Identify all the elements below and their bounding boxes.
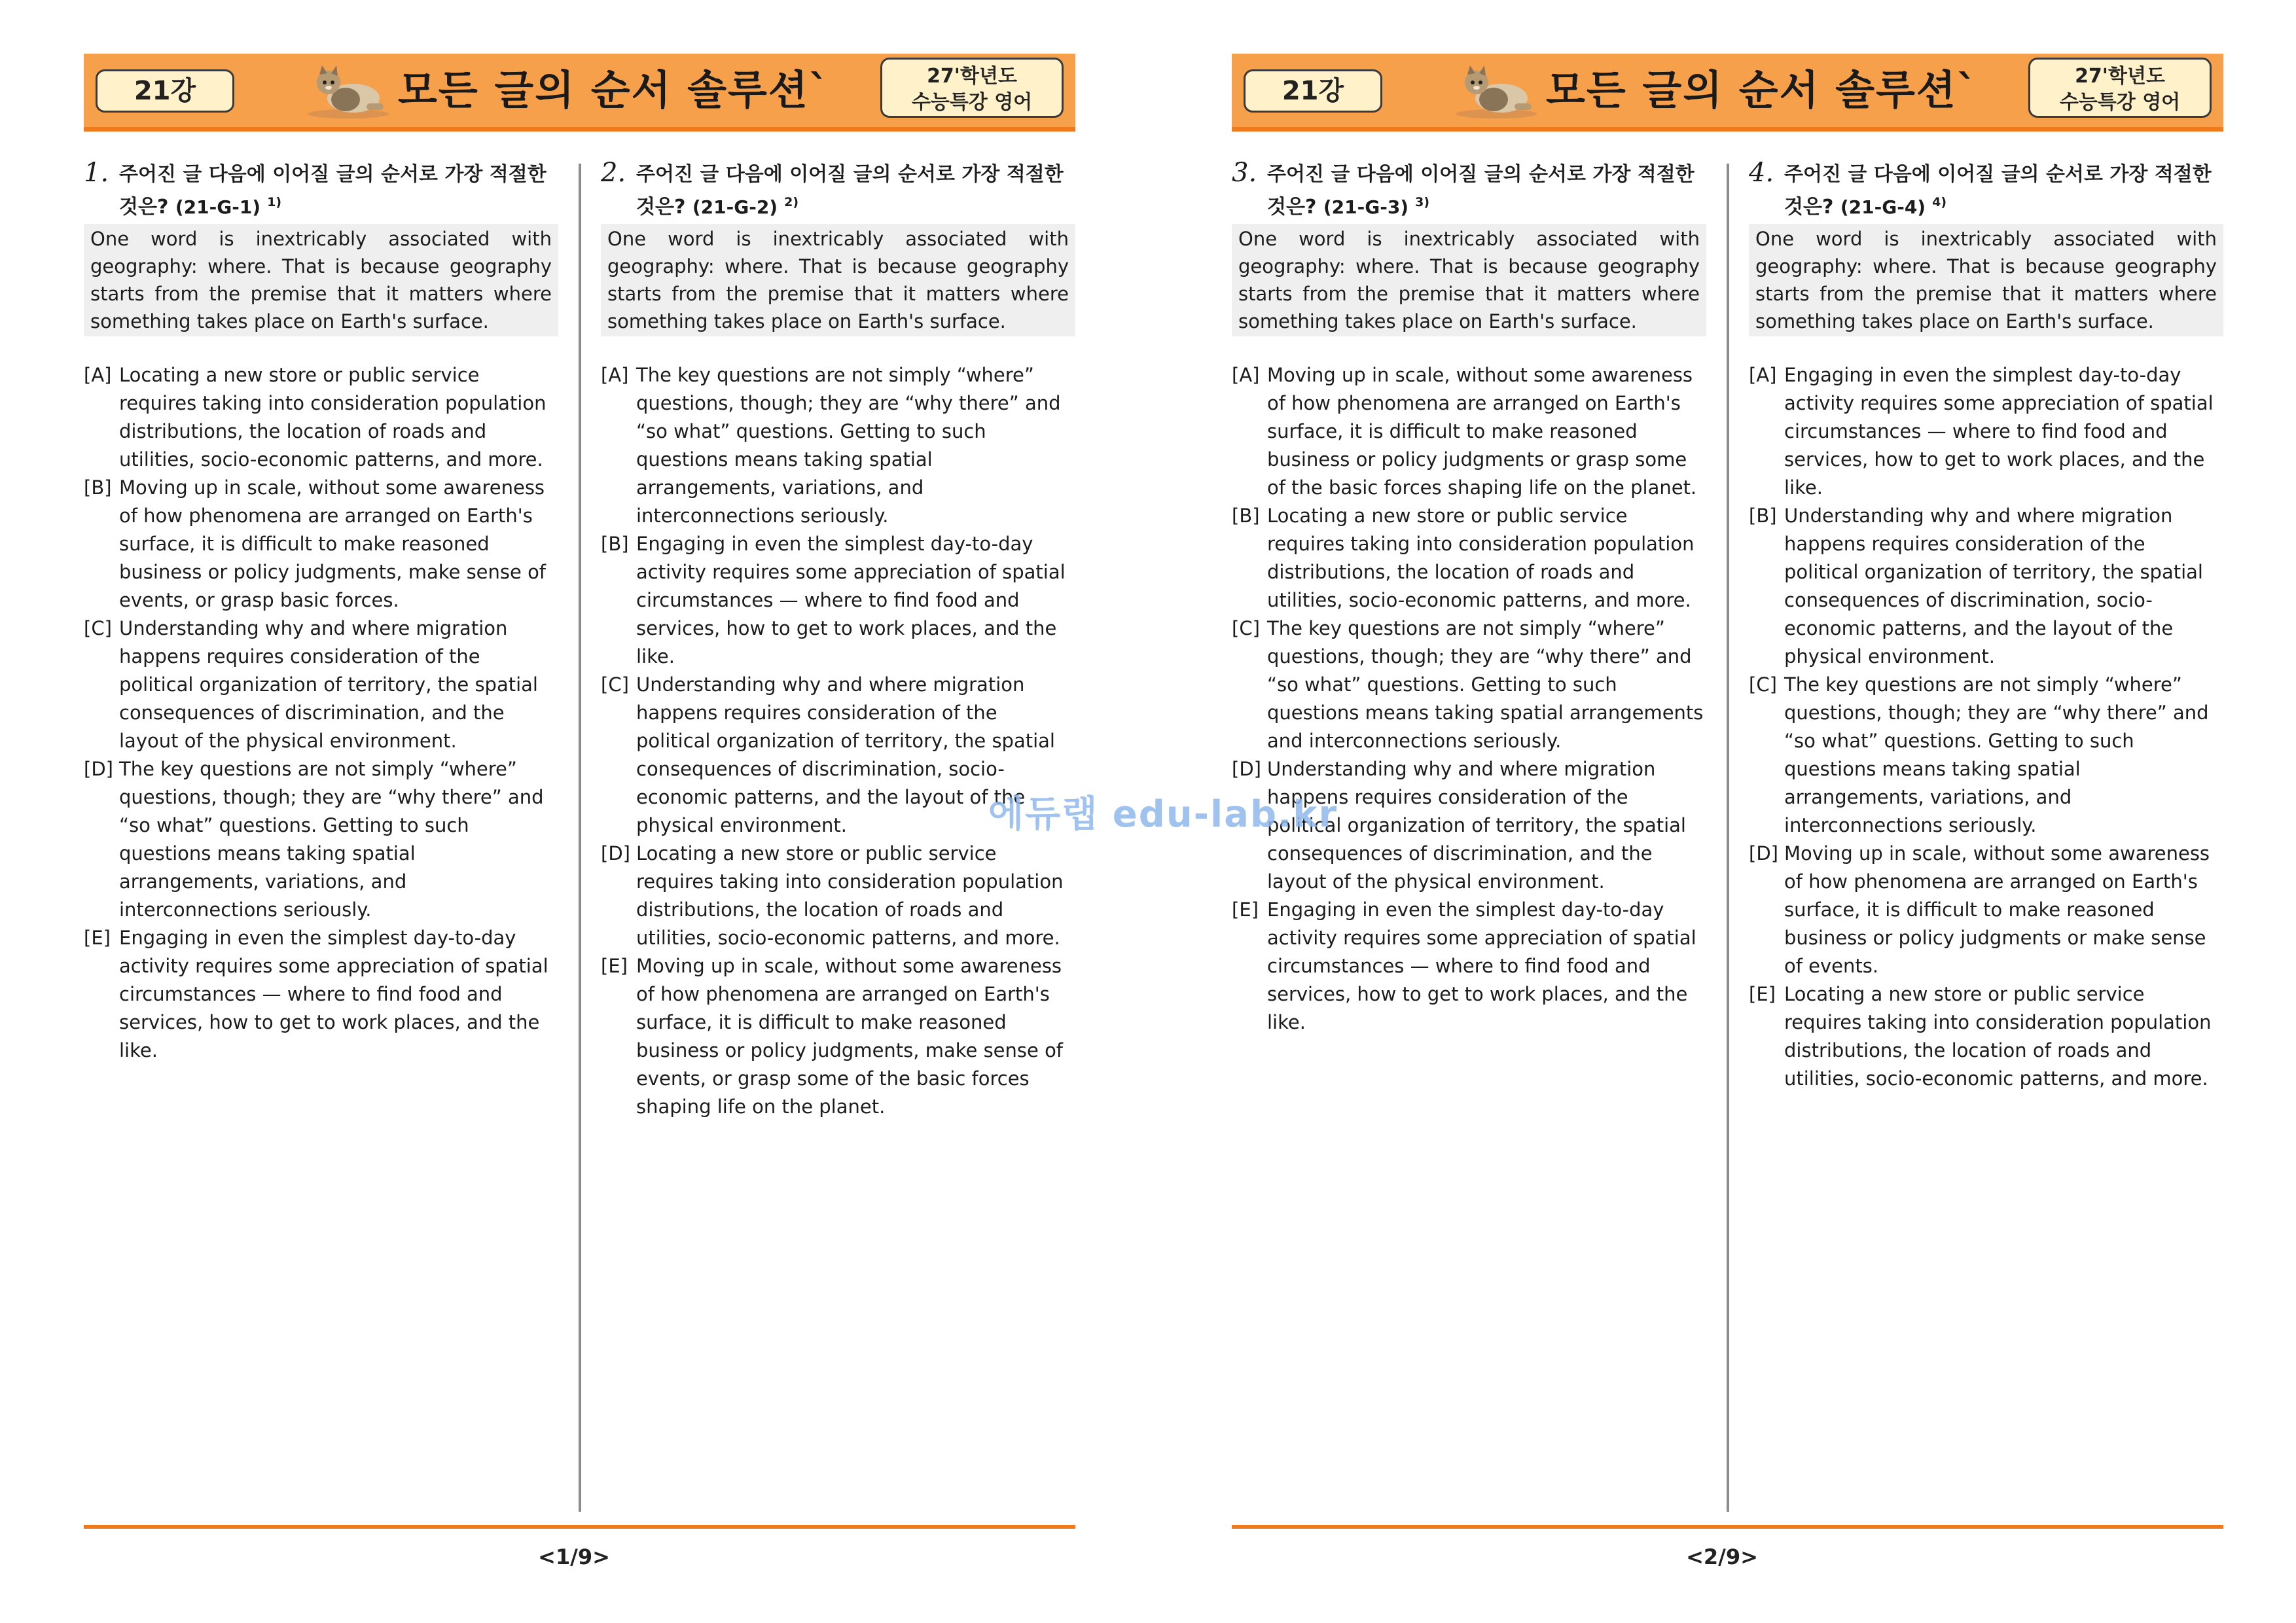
year-label: 27'학년도: [2075, 65, 2165, 88]
question-prompt: [84, 160, 558, 221]
option-text: Understanding why and where migration happens requires consideration of the political organization of territory, the spatial consequences of discrimination, and the layout of the physical environment.: [119, 617, 538, 752]
column-divider: [579, 164, 581, 1512]
option-item: [1749, 840, 2223, 980]
option-text: Moving up in scale, without some awareness of how phenomena are arranged on Earth's surface, it is difficult to make reasoned business or policy judgments or make sense of events.: [1784, 842, 2210, 977]
option-text: The key questions are not simply “where” questions, though; they are “why there” and “so what” questions. Getting to such questions means taking spatial arrangements, variations, and interconnections seriously.: [1784, 673, 2209, 836]
lesson-label: 21강: [1244, 69, 1382, 113]
option-letter: [D]: [1749, 842, 1778, 865]
year-badge: [880, 58, 1064, 118]
cat-illustration-icon: [1450, 60, 1542, 119]
page-header: [84, 54, 1075, 132]
option-letter: [A]: [601, 364, 629, 386]
option-item: [601, 361, 1075, 530]
option-text: Locating a new store or public service requires taking into consideration population distributions, the location of roads and utilities, socio-economic patterns, and more.: [1784, 983, 2212, 1090]
option-item: [601, 530, 1075, 671]
given-passage: One word is inextricably associated with geography: where. That is because geography starts from the premise that it matters where something takes place on Earth's surface.: [601, 224, 1075, 336]
page-number: <2/9>: [1686, 1544, 1758, 1569]
question-4: [1749, 160, 2223, 1093]
question-number: 3.: [1232, 158, 1257, 188]
page-number: <1/9>: [538, 1544, 610, 1569]
option-list: [1232, 361, 1706, 1037]
option-text: Engaging in even the simplest day-to-day activity requires some appreciation of spatial circumstances — where to find food and services, how to get to work places, and the like.: [1784, 364, 2214, 499]
option-text: The key questions are not simply “where” questions, though; they are “why there” and “so what” questions. Getting to such questions means taking spatial arrangements, variations, and interconnections seriously.: [636, 364, 1061, 527]
given-passage: One word is inextricably associated with geography: where. That is because geography starts from the premise that it matters where something takes place on Earth's surface.: [1749, 224, 2223, 336]
option-item: [84, 924, 558, 1065]
option-letter: [E]: [84, 927, 111, 949]
footnote-marker: 2): [784, 195, 798, 209]
option-item: [84, 755, 558, 924]
option-text: Locating a new store or public service requires taking into consideration population distributions, the location of roads and utilities, socio-economic patterns, and more.: [1267, 505, 1695, 611]
question-number: 1.: [84, 158, 109, 188]
option-item: [601, 952, 1075, 1121]
option-letter: [E]: [1749, 983, 1776, 1005]
option-text: The key questions are not simply “where” questions, though; they are “why there” and “so what” questions. Getting to such questions means taking spatial arrangements and interconnections seriously.: [1267, 617, 1704, 752]
question-text: 주어진 글 다음에 이어질 글의 순서로 가장 적절한 것은?: [1267, 163, 1695, 219]
year-label: 27'학년도: [927, 65, 1017, 88]
option-text: Understanding why and where migration happens requires consideration of the political organization of territory, the spatial consequences of discrimination, socio-economic patterns, and the layout of the physical environment.: [636, 673, 1055, 836]
column-divider: [1727, 164, 1729, 1512]
option-letter: [B]: [84, 476, 112, 499]
question-ref: (21-G-1): [175, 196, 261, 218]
option-letter: [D]: [1232, 758, 1261, 780]
course-label: 수능특강 영어: [2059, 91, 2181, 114]
option-text: Locating a new store or public service requires taking into consideration population distributions, the location of roads and utilities, socio-economic patterns, and more.: [119, 364, 547, 471]
question-3: [1232, 160, 1706, 1037]
option-text: Engaging in even the simplest day-to-day activity requires some appreciation of spatial circumstances — where to find food and services, how to get to work places, and the like.: [119, 927, 548, 1061]
worksheet-title: 모든 글의 순서 솔루션`: [398, 66, 831, 114]
option-text: Moving up in scale, without some awareness of how phenomena are arranged on Earth's surface, it is difficult to make reasoned business or policy judgments, make sense of events, or grasp basic forces.: [119, 476, 547, 611]
option-letter: [A]: [84, 364, 112, 386]
page-header: [1232, 54, 2223, 132]
option-letter: [C]: [601, 673, 629, 696]
option-item: [1749, 671, 2223, 840]
option-item: [1232, 361, 1706, 502]
question-ref: (21-G-3): [1323, 196, 1409, 218]
option-letter: [B]: [1232, 505, 1260, 527]
question-1: [84, 160, 558, 1065]
question-text: 주어진 글 다음에 이어질 글의 순서로 가장 적절한 것은?: [119, 163, 547, 219]
option-item: [601, 840, 1075, 952]
question-number: 4.: [1749, 158, 1774, 188]
option-text: The key questions are not simply “where” questions, though; they are “why there” and “so what” questions. Getting to such questions means taking spatial arrangements, variations, and interconnections seriously.: [119, 758, 544, 921]
option-item: [84, 615, 558, 755]
question-2: [601, 160, 1075, 1121]
option-letter: [E]: [601, 955, 628, 977]
option-item: [1749, 502, 2223, 671]
option-letter: [B]: [601, 533, 629, 555]
option-item: [84, 474, 558, 615]
option-text: Understanding why and where migration happens requires consideration of the political organization of territory, the spatial consequences of discrimination, and the layout of the physical environment.: [1267, 758, 1686, 893]
option-letter: [B]: [1749, 505, 1777, 527]
option-letter: [A]: [1749, 364, 1777, 386]
question-prompt: [1749, 160, 2223, 221]
question-ref: (21-G-4): [1840, 196, 1926, 218]
option-item: [84, 361, 558, 474]
option-text: Locating a new store or public service requires taking into consideration population distributions, the location of roads and utilities, socio-economic patterns, and more.: [636, 842, 1064, 949]
option-text: Moving up in scale, without some awareness of how phenomena are arranged on Earth's surface, it is difficult to make reasoned business or policy judgments or grasp some of the basic forces shaping life on the planet.: [1267, 364, 1697, 499]
option-letter: [C]: [1232, 617, 1260, 639]
question-text: 주어진 글 다음에 이어질 글의 순서로 가장 적절한 것은?: [636, 163, 1064, 219]
question-ref: (21-G-2): [692, 196, 778, 218]
question-text: 주어진 글 다음에 이어질 글의 순서로 가장 적절한 것은?: [1784, 163, 2212, 219]
footnote-marker: 3): [1415, 195, 1429, 209]
option-item: [1232, 615, 1706, 755]
option-text: Engaging in even the simplest day-to-day activity requires some appreciation of spatial circumstances — where to find food and services, how to get to work places, and the like.: [1267, 899, 1696, 1033]
lesson-label: 21강: [96, 69, 234, 113]
given-passage: One word is inextricably associated with geography: where. That is because geography starts from the premise that it matters where something takes place on Earth's surface.: [84, 224, 558, 336]
option-letter: [C]: [84, 617, 112, 639]
option-list: [84, 361, 558, 1065]
option-text: Understanding why and where migration happens requires consideration of the political organization of territory, the spatial consequences of discrimination, socio-economic patterns, and the layout of the physical environment.: [1784, 505, 2203, 668]
footer-rule: [1232, 1525, 2223, 1529]
question-number: 2.: [601, 158, 626, 188]
cat-illustration-icon: [302, 60, 394, 119]
option-text: Moving up in scale, without some awareness of how phenomena are arranged on Earth's surface, it is difficult to make reasoned business or policy judgments, make sense of events, or grasp some of the basic forces shaping life on the planet.: [636, 955, 1064, 1118]
option-item: [1232, 896, 1706, 1037]
option-letter: [C]: [1749, 673, 1777, 696]
footnote-marker: 1): [267, 195, 281, 209]
option-text: Engaging in even the simplest day-to-day activity requires some appreciation of spatial circumstances — where to find food and services, how to get to work places, and the like.: [636, 533, 1066, 668]
option-letter: [D]: [84, 758, 113, 780]
option-letter: [E]: [1232, 899, 1259, 921]
course-label: 수능특강 영어: [911, 91, 1033, 114]
given-passage: One word is inextricably associated with geography: where. That is because geography starts from the premise that it matters where something takes place on Earth's surface.: [1232, 224, 1706, 336]
worksheet-title: 모든 글의 순서 솔루션`: [1546, 66, 1979, 114]
question-prompt: [1232, 160, 1706, 221]
footnote-marker: 4): [1932, 195, 1946, 209]
option-item: [1232, 502, 1706, 615]
option-list: [601, 361, 1075, 1121]
question-prompt: [601, 160, 1075, 221]
option-list: [1749, 361, 2223, 1093]
option-letter: [D]: [601, 842, 630, 865]
option-item: [1749, 980, 2223, 1093]
footer-rule: [84, 1525, 1075, 1529]
year-badge: [2028, 58, 2212, 118]
option-item: [1749, 361, 2223, 502]
site-watermark: 에듀랩 edu-lab.kr: [988, 793, 1338, 836]
option-letter: [A]: [1232, 364, 1260, 386]
